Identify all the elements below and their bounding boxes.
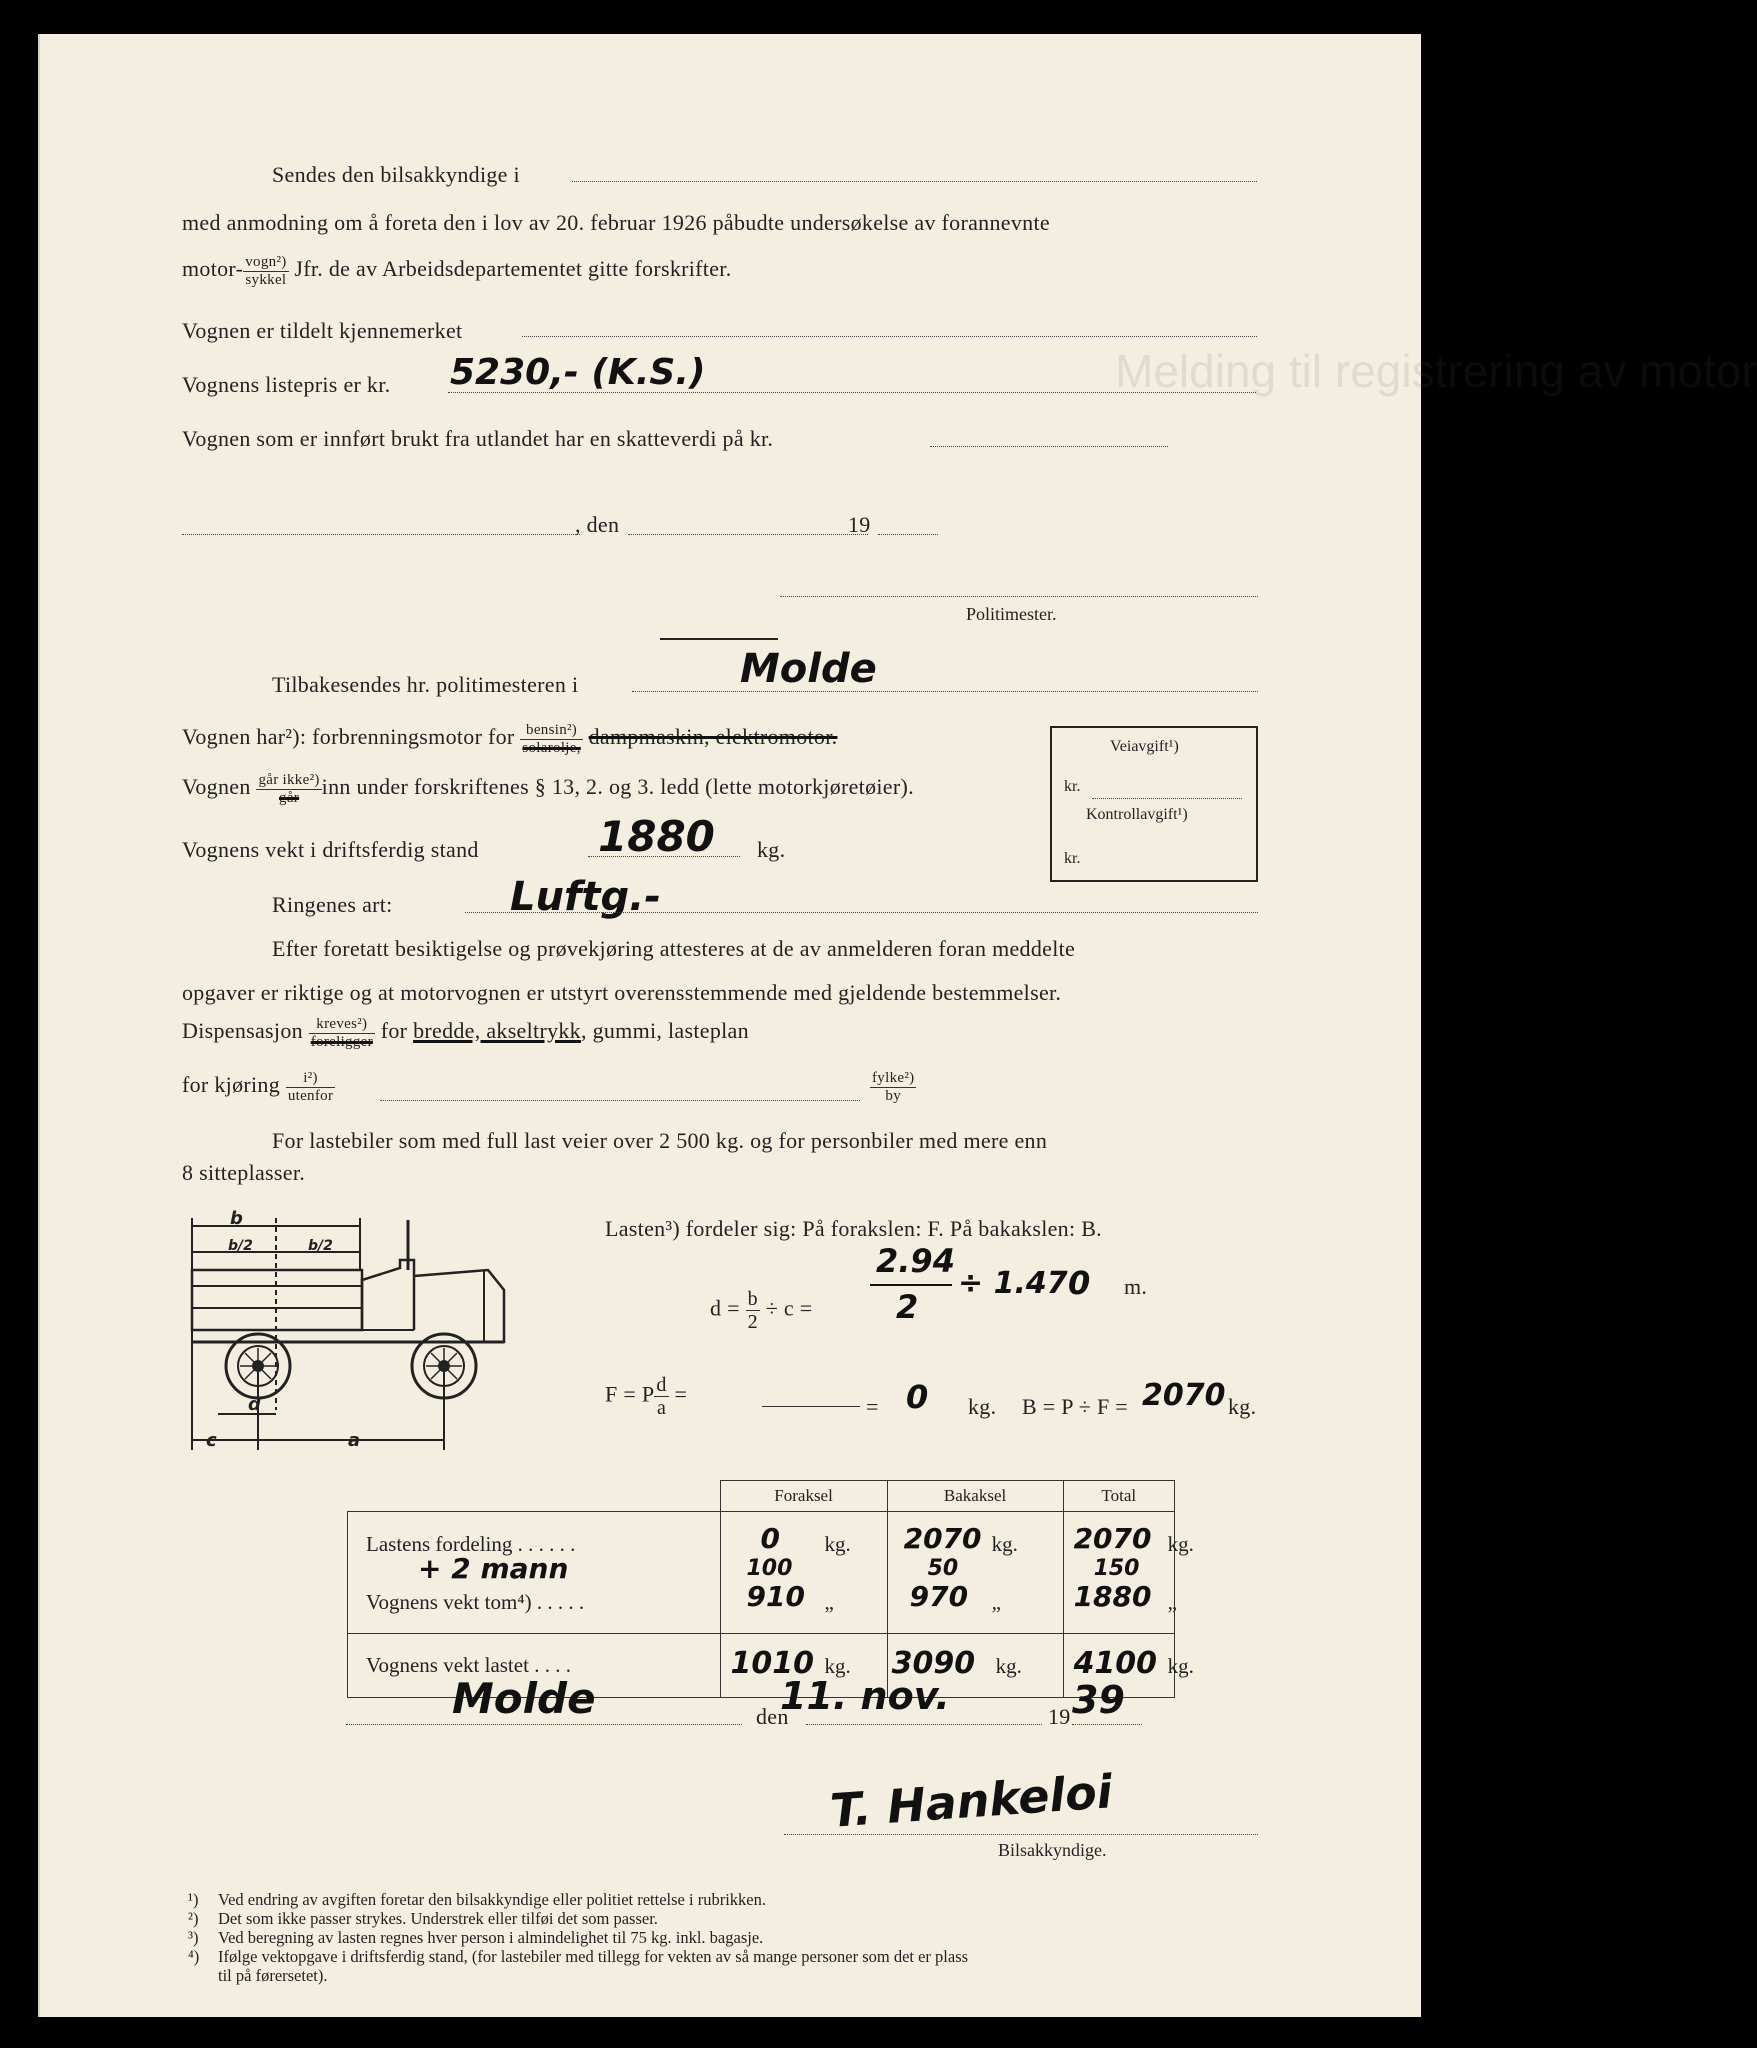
veiavgift-label: Veiavgift¹)	[1110, 738, 1179, 755]
weight-field[interactable]	[588, 856, 740, 857]
goes-suffix: inn under forskriftenes § 13, 2. og 3. ledd (lette motorkjøretøier).	[321, 774, 914, 800]
goes-fraction	[256, 772, 321, 806]
engine-fraction	[520, 722, 582, 756]
d-hw-fraction-bar	[870, 1284, 952, 1286]
engine-line	[182, 722, 837, 756]
bleed-through-title: Melding til registrering av motor	[1115, 345, 1757, 397]
footnote-1-num: ¹)	[188, 1890, 199, 1909]
footnote-2-num: ²)	[188, 1909, 199, 1928]
f-formula-p: P	[641, 1381, 655, 1407]
request-text: med anmodning om å foreta den i lov av 20. februar 1926 påbudte undersøkelse av forannevnte	[182, 210, 1050, 235]
returned-label: Tilbakesendes hr. politimesteren i	[272, 672, 579, 697]
row3-bakaksel-value: 3090	[891, 1646, 976, 1681]
send-to-field[interactable]	[572, 181, 1257, 182]
d-minus-c: ÷ c	[765, 1295, 794, 1321]
inspector-signature: T. Hankeloi	[828, 1764, 1115, 1838]
separator-line	[660, 638, 778, 640]
motor-fraction	[243, 254, 288, 288]
row3-label-text: Vognens vekt lastet	[366, 1653, 529, 1677]
row3-foraksel-unit: kg.	[824, 1654, 851, 1678]
engine-prefix: Vognen har²): forbrenningsmotor for	[182, 724, 515, 750]
row2-leader: . . . . .	[536, 1590, 585, 1614]
veiavgift-kr: kr.	[1064, 778, 1081, 795]
diagram-label-d: d	[248, 1394, 261, 1415]
footnote-1	[188, 1890, 968, 1909]
driving-num2: fylke²)	[872, 1070, 915, 1086]
diagram-label-a: a	[348, 1430, 361, 1451]
tires-field[interactable]	[465, 912, 1258, 913]
driving-fraction	[286, 1070, 335, 1104]
disp-den: foreligger	[310, 1033, 373, 1050]
send-to-label: Sendes den bilsakkyndige i	[272, 162, 520, 187]
f-blank-line	[762, 1406, 860, 1407]
import-field[interactable]	[930, 446, 1168, 447]
weight-label: Vognens vekt i driftsferdig stand	[182, 837, 479, 862]
total-cell	[1063, 1512, 1194, 1634]
footnote-4	[188, 1947, 968, 1966]
kontrollavgift-label: Kontrollavgift¹)	[1086, 806, 1188, 823]
disp-fraction	[309, 1016, 375, 1050]
sign-den-label: den	[756, 1704, 789, 1729]
attest-line1: Efter foretatt besiktigelse og prøvekjøring attesteres at de av anmelderen foran meddelte	[272, 936, 1076, 961]
goes-line	[182, 772, 914, 806]
weight-unit: kg.	[757, 837, 786, 862]
driving-num: i²)	[286, 1070, 335, 1088]
attest-line2: opgaver er riktige og at motorvognen er utstyrt overensstemmende med gjeldende bestemmelser.	[182, 980, 1062, 1005]
returned-value: Molde	[740, 646, 877, 692]
d-hw-num: 2.94	[876, 1242, 955, 1280]
sign-year-field[interactable]	[1072, 1724, 1142, 1725]
rows-label-cell	[348, 1512, 721, 1634]
header-foraksel: Foraksel	[720, 1481, 887, 1512]
engine-den: solarolje,	[522, 739, 581, 756]
disp-for: for	[380, 1018, 408, 1044]
truck-diagram	[188, 1210, 598, 1466]
driving-fraction-2	[870, 1070, 916, 1104]
diagram-label-b-half-left: b/2	[228, 1238, 253, 1254]
footnote-3-num: ³)	[188, 1928, 199, 1947]
f-frac-num: d	[656, 1374, 667, 1396]
driving-fraction-2-inner	[870, 1070, 916, 1104]
table-corner	[348, 1481, 721, 1512]
inspector-signature-line[interactable]	[784, 1834, 1258, 1835]
disp-underlined: bredde, akseltrykk	[413, 1018, 581, 1044]
foraksel-cell	[720, 1512, 887, 1634]
b-hw-result: 2070	[1142, 1378, 1226, 1413]
disp-prefix: Dispensasjon	[182, 1018, 303, 1044]
row3-leader: . . . .	[534, 1653, 571, 1677]
row1-label-text: Lastens fordeling	[366, 1532, 513, 1556]
tires-value: Luftg.-	[510, 874, 661, 920]
footnote-4-text: Ifølge vektopgave i driftsferdig stand, (for lastebiler med tillegg for vekten av så mange personer som det er plass	[218, 1947, 969, 1966]
d-hw-den: 2	[896, 1288, 919, 1326]
disp-suffix: , gummi, lasteplan	[580, 1018, 749, 1044]
footnote-3	[188, 1928, 968, 1947]
footnote-4-cont-text: til på førersetet).	[218, 1966, 328, 1985]
row3-total-unit: kg.	[1167, 1654, 1194, 1678]
row3-total-value: 4100	[1073, 1646, 1158, 1681]
footnote-4-num: ⁴)	[188, 1947, 200, 1966]
sign-year: 39	[1072, 1678, 1125, 1722]
row1-foraksel-value: 0	[760, 1522, 780, 1555]
veiavgift-field[interactable]	[1092, 798, 1242, 799]
politimester-signature-line[interactable]	[780, 596, 1258, 597]
diagram-label-c: c	[206, 1430, 217, 1451]
engine-struck: dampmaskin, elektromotor.	[588, 724, 838, 750]
motor-den: sykkel	[245, 271, 287, 288]
f-unit: kg.	[968, 1394, 997, 1419]
motor-suffix: Jfr. de av Arbeidsdepartementet gitte forskrifter.	[294, 256, 732, 282]
form-page	[38, 34, 1757, 2017]
listprice-value: 5230,- (K.S.)	[450, 352, 706, 393]
disp-num: kreves²)	[309, 1016, 375, 1034]
sign-date: 11. nov.	[780, 1674, 950, 1718]
sign-date-field[interactable]	[806, 1724, 1042, 1725]
sign-place: Molde	[452, 1674, 596, 1723]
extra-foraksel: 100	[746, 1556, 793, 1581]
row1-total-value: 2070	[1073, 1522, 1152, 1555]
row2-bakaksel-value: 970	[909, 1580, 969, 1613]
extra-total: 150	[1093, 1556, 1140, 1581]
returned-field[interactable]	[632, 691, 1258, 692]
f-frac-den: a	[654, 1396, 668, 1419]
driving-den: utenfor	[287, 1087, 334, 1104]
import-label: Vognen som er innført brukt fra utlandet har en skatteverdi på kr.	[182, 426, 774, 451]
place-field[interactable]	[182, 534, 580, 535]
dispensation-line	[182, 1016, 749, 1050]
d-fraction	[746, 1288, 760, 1333]
footnote-2-text: Det som ikke passer strykes. Understrek eller tilføi det som passer.	[218, 1909, 658, 1928]
f-hw-result: 0	[906, 1378, 929, 1416]
driving-field[interactable]	[380, 1100, 860, 1101]
d-frac-num: b	[747, 1288, 758, 1310]
row1-total-unit: kg.	[1167, 1532, 1194, 1556]
extra-bakaksel: 50	[927, 1556, 959, 1581]
den-label: , den	[575, 512, 620, 537]
row2-total-value: 1880	[1073, 1580, 1152, 1613]
engine-num: bensin²)	[520, 722, 582, 740]
header-total: Total	[1063, 1481, 1174, 1512]
row1-leader: . . . . . .	[517, 1532, 576, 1556]
goes-den: går	[279, 789, 300, 806]
d-hw-minus: ÷ 1.47	[958, 1266, 1068, 1301]
header-bakaksel: Bakaksel	[887, 1481, 1063, 1512]
row2-bakaksel-unit: „	[991, 1590, 1001, 1614]
weight-value: 1880	[598, 812, 715, 861]
year-prefix: 19	[848, 512, 871, 537]
d-formula-lhs: d	[710, 1295, 722, 1321]
b-unit: kg.	[1228, 1394, 1257, 1419]
diagram-label-b: b	[230, 1208, 243, 1229]
goes-num: går ikke²)	[258, 772, 320, 788]
extra-persons-hw: + 2 mann	[418, 1552, 569, 1585]
row2-label-text: Vognens vekt tom⁴)	[366, 1590, 532, 1614]
footnote-2	[188, 1909, 968, 1928]
motor-line	[182, 254, 732, 288]
footnote-3-text: Ved beregning av lasten regnes hver person i almindelighet til 75 kg. inkl. bagasje.	[218, 1928, 764, 1947]
motor-num: vogn²)	[245, 254, 287, 270]
sign-place-field[interactable]	[346, 1724, 742, 1725]
fees-box	[1050, 726, 1258, 882]
politimester-label: Politimester.	[966, 604, 1057, 624]
goes-prefix: Vognen	[182, 774, 251, 800]
motor-prefix: motor-	[182, 256, 244, 282]
reg-field[interactable]	[522, 336, 1257, 337]
row2-total-unit: „	[1167, 1590, 1177, 1614]
trucks-line2: 8 sitteplasser.	[182, 1160, 306, 1185]
row3-foraksel-value: 1010	[730, 1646, 814, 1681]
d-unit: m.	[1124, 1274, 1148, 1299]
row2-label	[366, 1590, 584, 1615]
load-intro: Lasten³) fordeler sig: På forakslen: F. På bakakslen: B.	[605, 1216, 1102, 1241]
date-field[interactable]	[628, 534, 868, 535]
listprice-field[interactable]	[448, 392, 1256, 393]
d-frac-den: 2	[747, 1311, 758, 1333]
driving-den2: by	[870, 1087, 916, 1105]
footnote-1-text: Ved endring av avgiften foretar den bilsakkyndige eller politiet rettelse i rubrikken.	[218, 1890, 766, 1909]
kontrollavgift-kr: kr.	[1064, 850, 1081, 867]
row1-bakaksel-value: 2070	[903, 1522, 982, 1555]
f-equals: =	[866, 1394, 879, 1419]
f-fraction	[654, 1374, 668, 1419]
inspector-label: Bilsakkyndige.	[998, 1840, 1107, 1860]
row1-bakaksel-unit: kg.	[991, 1532, 1018, 1556]
row3-bakaksel-unit: kg.	[995, 1654, 1022, 1678]
row2-foraksel-value: 910	[746, 1580, 805, 1613]
footnotes	[188, 1890, 968, 1985]
sign-year-prefix: 19	[1048, 1704, 1071, 1729]
trucks-line1: For lastebiler som med full last veier over 2 500 kg. og for personbiler med mere enn	[272, 1128, 1048, 1153]
row1-foraksel-unit: kg.	[824, 1532, 851, 1556]
tires-label: Ringenes art:	[272, 892, 393, 917]
d-formula: d = $\frac{b}{2}$ ÷ c =	[710, 1288, 813, 1333]
listprice-label: Vognens listepris er kr.	[182, 372, 391, 397]
reg-label: Vognen er tildelt kjennemerket	[182, 318, 463, 343]
f-formula-lhs: F	[605, 1381, 618, 1407]
diagram-label-b-half-right: b/2	[308, 1238, 333, 1254]
row2-foraksel-unit: „	[824, 1590, 834, 1614]
d-hw-result: 0	[1068, 1264, 1091, 1302]
year-field[interactable]	[878, 534, 938, 535]
driving-line	[182, 1070, 335, 1104]
bakaksel-cell	[887, 1512, 1063, 1634]
driving-prefix: for kjøring	[182, 1072, 281, 1098]
load-table	[347, 1480, 1194, 1698]
b-formula: B = P ÷ F =	[1022, 1394, 1129, 1419]
footnote-4-cont	[188, 1966, 968, 1985]
f-formula: F = P $\frac{d}{a}$ =	[605, 1374, 688, 1419]
